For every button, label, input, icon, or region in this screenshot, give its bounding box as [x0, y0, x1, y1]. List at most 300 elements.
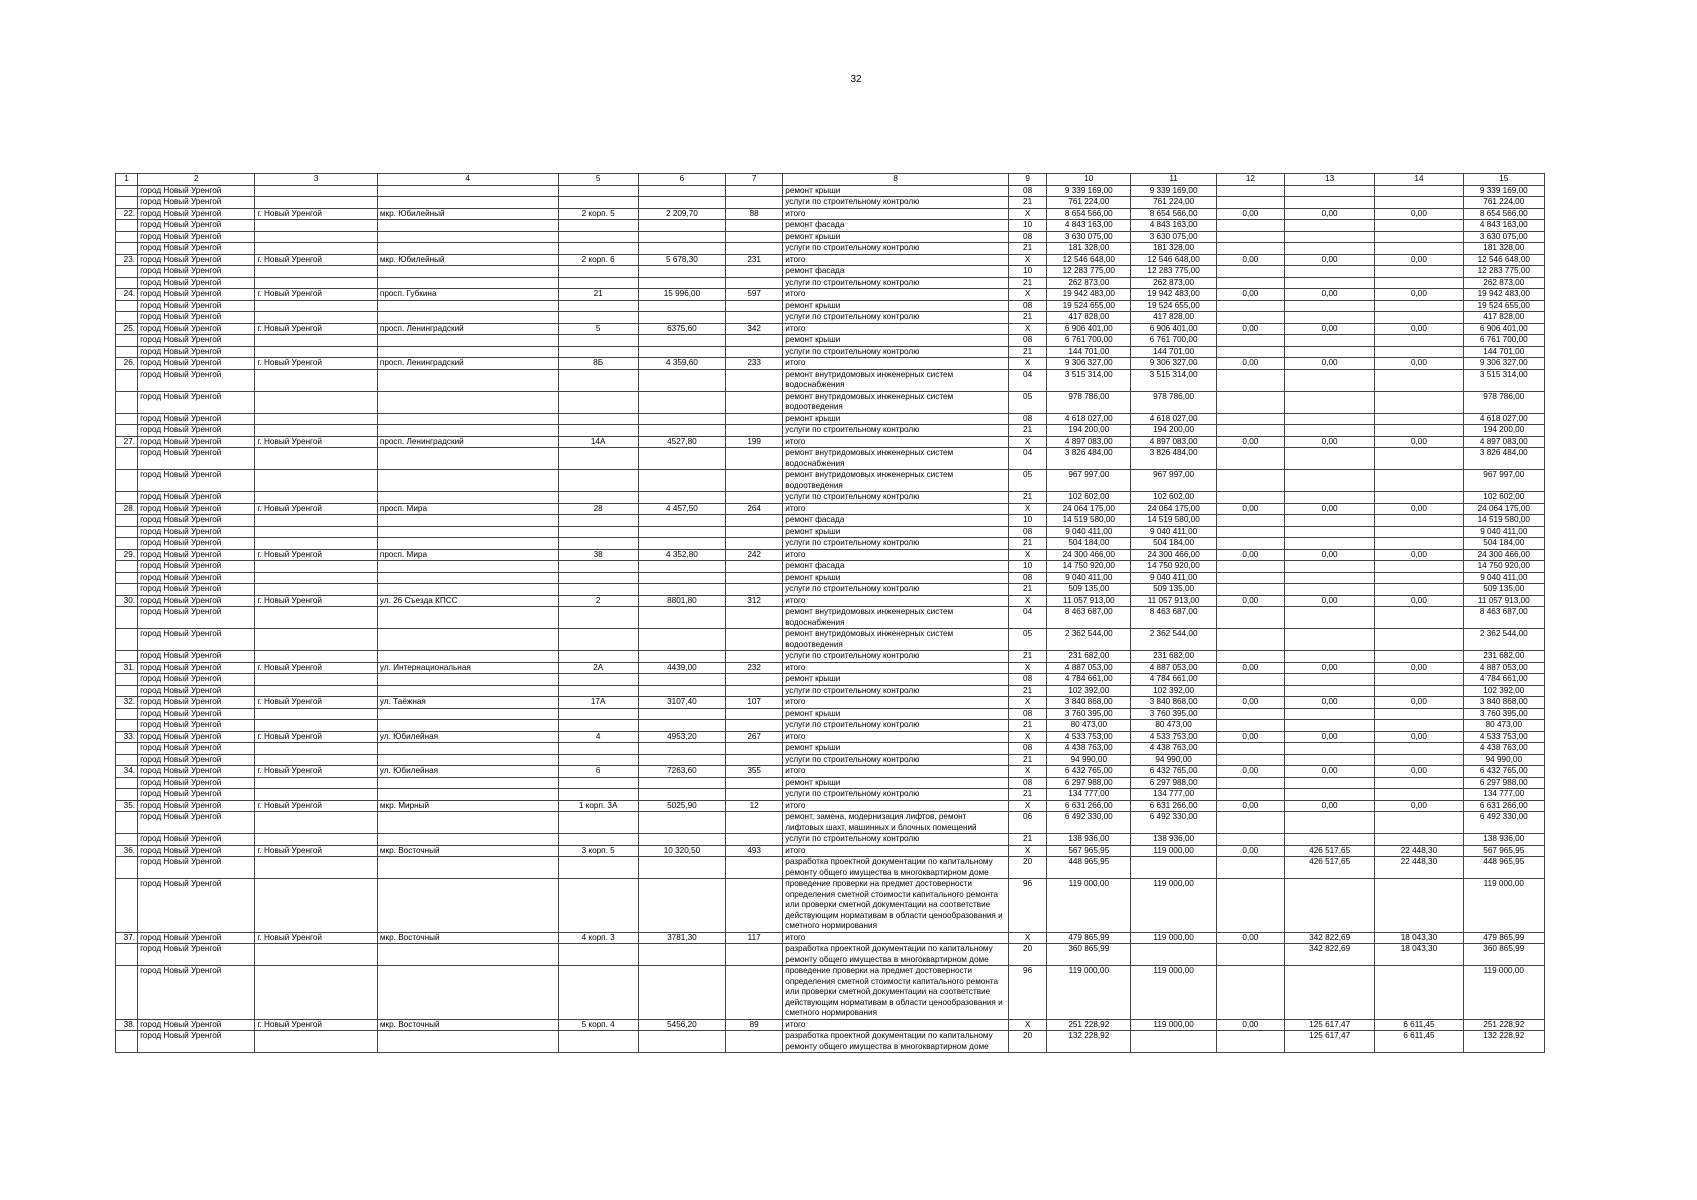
cell-row-number — [116, 777, 138, 789]
cell-regional-cost: 342 822,69 — [1284, 932, 1374, 944]
cell-municipality: город Новый Уренгой — [138, 266, 255, 278]
cell-row-number: 24. — [116, 289, 138, 301]
cell-street: мкр. Восточный — [377, 1019, 558, 1031]
cell-regional-cost: 0,00 — [1284, 358, 1374, 370]
cell-residents: 88 — [726, 208, 783, 220]
cell-budget-cost — [1216, 879, 1284, 933]
cell-street — [377, 629, 558, 651]
cell-street: ул. Таёжная — [377, 697, 558, 709]
cell-local-cost — [1375, 243, 1463, 255]
cell-row-number — [116, 685, 138, 697]
cell-budget-cost — [1216, 538, 1284, 550]
cell-budget-cost: 0,00 — [1216, 1019, 1284, 1031]
column-number-14: 14 — [1375, 174, 1463, 186]
cell-row-number: 31. — [116, 662, 138, 674]
cell-fund-cost: 4 618 027,00 — [1131, 413, 1216, 425]
cell-local-cost: 0,00 — [1375, 208, 1463, 220]
cell-local-cost — [1375, 674, 1463, 686]
cell-house-number — [558, 492, 638, 504]
table-body — [116, 185, 1545, 1053]
cell-owner-cost: 448 965,95 — [1463, 857, 1544, 879]
cell-area — [638, 674, 725, 686]
cell-settlement — [255, 346, 377, 358]
cell-regional-cost — [1284, 572, 1374, 584]
cell-local-cost — [1375, 413, 1463, 425]
cell-owner-cost: 231 682,00 — [1463, 651, 1544, 663]
cell-work-type: итого — [783, 503, 1009, 515]
cell-municipality: город Новый Уренгой — [138, 436, 255, 448]
cell-fund-cost: 3 515 314,00 — [1131, 369, 1216, 391]
cell-total-cost: 24 064 175,00 — [1047, 503, 1131, 515]
cell-total-cost: 11 057 913,00 — [1047, 595, 1131, 607]
cell-municipality: город Новый Уренгой — [138, 492, 255, 504]
cell-owner-cost: 761 224,00 — [1463, 197, 1544, 209]
cell-owner-cost: 4 843 163,00 — [1463, 220, 1544, 232]
cell-work-code: 21 — [1009, 834, 1047, 846]
cell-house-number — [558, 391, 638, 413]
cell-house-number: 2 корп. 5 — [558, 208, 638, 220]
cell-work-code: 04 — [1009, 448, 1047, 470]
cell-owner-cost: 144 701,00 — [1463, 346, 1544, 358]
cell-owner-cost: 6 492 330,00 — [1463, 812, 1544, 834]
cell-work-type: услуги по строительному контролю — [783, 346, 1009, 358]
cell-house-number: 14А — [558, 436, 638, 448]
cell-street — [377, 346, 558, 358]
cell-municipality: город Новый Уренгой — [138, 944, 255, 966]
cell-settlement: г. Новый Уренгой — [255, 208, 377, 220]
cell-house-number: 5 корп. 4 — [558, 1019, 638, 1031]
cell-area — [638, 448, 725, 470]
cell-regional-cost — [1284, 243, 1374, 255]
cell-owner-cost: 132 228,92 — [1463, 1031, 1544, 1053]
cell-row-number — [116, 448, 138, 470]
cell-regional-cost — [1284, 425, 1374, 437]
cell-fund-cost: 3 826 484,00 — [1131, 448, 1216, 470]
cell-fund-cost: 978 786,00 — [1131, 391, 1216, 413]
cell-settlement: г. Новый Уренгой — [255, 662, 377, 674]
cell-fund-cost: 3 630 075,00 — [1131, 231, 1216, 243]
cell-municipality: город Новый Уренгой — [138, 391, 255, 413]
cell-work-type: проведение проверки на предмет достоверности определения сметной стоимости капитального ремонта или проверки сметной документации на соответствие действующим нормативам в области ценообразования и сметного нормирования — [783, 966, 1009, 1020]
cell-fund-cost: 102 602,00 — [1131, 492, 1216, 504]
cell-settlement — [255, 743, 377, 755]
cell-row-number — [116, 312, 138, 324]
cell-fund-cost: 80 473,00 — [1131, 720, 1216, 732]
cell-fund-cost: 4 887 053,00 — [1131, 662, 1216, 674]
cell-area — [638, 266, 725, 278]
cell-owner-cost: 9 040 411,00 — [1463, 572, 1544, 584]
table-row — [116, 231, 1545, 243]
cell-total-cost: 6 432 765,00 — [1047, 766, 1131, 778]
cell-settlement — [255, 812, 377, 834]
cell-house-number — [558, 708, 638, 720]
cell-municipality: город Новый Уренгой — [138, 1019, 255, 1031]
cell-municipality: город Новый Уренгой — [138, 300, 255, 312]
cell-local-cost — [1375, 391, 1463, 413]
cell-street — [377, 243, 558, 255]
cell-house-number — [558, 425, 638, 437]
cell-house-number — [558, 197, 638, 209]
cell-local-cost — [1375, 220, 1463, 232]
cell-area — [638, 391, 725, 413]
cell-street — [377, 651, 558, 663]
cell-area: 2 209,70 — [638, 208, 725, 220]
cell-row-number — [116, 812, 138, 834]
cell-total-cost: 3 515 314,00 — [1047, 369, 1131, 391]
table-row — [116, 436, 1545, 448]
cell-regional-cost: 426 517,65 — [1284, 845, 1374, 857]
cell-residents — [726, 777, 783, 789]
cell-local-cost — [1375, 492, 1463, 504]
cell-house-number — [558, 312, 638, 324]
cell-residents — [726, 312, 783, 324]
cell-residents — [726, 572, 783, 584]
cell-area: 5456,20 — [638, 1019, 725, 1031]
cell-street — [377, 944, 558, 966]
cell-owner-cost: 4 897 083,00 — [1463, 436, 1544, 448]
cell-budget-cost: 0,00 — [1216, 503, 1284, 515]
cell-regional-cost: 0,00 — [1284, 766, 1374, 778]
cell-work-code: 20 — [1009, 944, 1047, 966]
cell-regional-cost: 0,00 — [1284, 697, 1374, 709]
cell-row-number — [116, 754, 138, 766]
cell-house-number — [558, 754, 638, 766]
cell-residents — [726, 812, 783, 834]
cell-budget-cost: 0,00 — [1216, 731, 1284, 743]
table-row — [116, 277, 1545, 289]
cell-house-number — [558, 266, 638, 278]
cell-regional-cost — [1284, 492, 1374, 504]
cell-street: ул. Юбилейная — [377, 731, 558, 743]
cell-local-cost — [1375, 425, 1463, 437]
cell-area — [638, 231, 725, 243]
cell-house-number — [558, 515, 638, 527]
cell-regional-cost — [1284, 312, 1374, 324]
cell-local-cost — [1375, 966, 1463, 1020]
cell-row-number — [116, 231, 138, 243]
cell-total-cost: 102 602,00 — [1047, 492, 1131, 504]
cell-house-number — [558, 413, 638, 425]
cell-municipality: город Новый Уренгой — [138, 777, 255, 789]
cell-municipality: город Новый Уренгой — [138, 185, 255, 197]
cell-settlement — [255, 720, 377, 732]
cell-local-cost: 0,00 — [1375, 436, 1463, 448]
cell-municipality: город Новый Уренгой — [138, 857, 255, 879]
cell-budget-cost — [1216, 185, 1284, 197]
cell-settlement: г. Новый Уренгой — [255, 254, 377, 266]
cell-total-cost: 6 297 988,00 — [1047, 777, 1131, 789]
column-number-13: 13 — [1284, 174, 1374, 186]
cell-owner-cost: 14 519 580,00 — [1463, 515, 1544, 527]
cell-regional-cost: 0,00 — [1284, 595, 1374, 607]
cell-street — [377, 266, 558, 278]
cell-work-code: 21 — [1009, 720, 1047, 732]
cell-residents — [726, 708, 783, 720]
cell-settlement: г. Новый Уренгой — [255, 289, 377, 301]
cell-municipality: город Новый Уренгой — [138, 789, 255, 801]
cell-residents — [726, 834, 783, 846]
cell-residents: 312 — [726, 595, 783, 607]
cell-regional-cost — [1284, 777, 1374, 789]
cell-total-cost: 119 000,00 — [1047, 966, 1131, 1020]
cell-row-number — [116, 335, 138, 347]
cell-row-number: 28. — [116, 503, 138, 515]
cell-budget-cost — [1216, 812, 1284, 834]
cell-total-cost: 14 750 920,00 — [1047, 561, 1131, 573]
cell-house-number — [558, 857, 638, 879]
cell-area: 7263,60 — [638, 766, 725, 778]
cell-settlement: г. Новый Уренгой — [255, 697, 377, 709]
cell-settlement — [255, 572, 377, 584]
cell-budget-cost: 0,00 — [1216, 800, 1284, 812]
cell-total-cost: 132 228,92 — [1047, 1031, 1131, 1053]
cell-settlement: г. Новый Уренгой — [255, 323, 377, 335]
cell-municipality: город Новый Уренгой — [138, 549, 255, 561]
cell-fund-cost — [1131, 857, 1216, 879]
cell-area — [638, 584, 725, 596]
cell-street: ул. Интернациональная — [377, 662, 558, 674]
cell-municipality: город Новый Уренгой — [138, 277, 255, 289]
table-row — [116, 662, 1545, 674]
cell-work-code: 08 — [1009, 185, 1047, 197]
cell-local-cost: 0,00 — [1375, 358, 1463, 370]
cell-residents — [726, 448, 783, 470]
cell-total-cost: 19 524 655,00 — [1047, 300, 1131, 312]
cell-regional-cost — [1284, 538, 1374, 550]
cell-regional-cost: 0,00 — [1284, 731, 1374, 743]
cell-fund-cost: 967 997,00 — [1131, 470, 1216, 492]
cell-work-type: итого — [783, 845, 1009, 857]
cell-work-code: 21 — [1009, 651, 1047, 663]
cell-residents — [726, 1031, 783, 1053]
cell-owner-cost: 134 777,00 — [1463, 789, 1544, 801]
cell-area — [638, 492, 725, 504]
cell-regional-cost: 125 617,47 — [1284, 1019, 1374, 1031]
cell-area — [638, 789, 725, 801]
cell-fund-cost: 94 990,00 — [1131, 754, 1216, 766]
cell-budget-cost — [1216, 743, 1284, 755]
cell-fund-cost: 262 873,00 — [1131, 277, 1216, 289]
cell-local-cost — [1375, 754, 1463, 766]
cell-row-number — [116, 526, 138, 538]
cell-fund-cost: 119 000,00 — [1131, 845, 1216, 857]
cell-owner-cost: 4 887 053,00 — [1463, 662, 1544, 674]
cell-settlement — [255, 944, 377, 966]
column-number-12: 12 — [1216, 174, 1284, 186]
cell-residents — [726, 220, 783, 232]
cell-budget-cost — [1216, 300, 1284, 312]
cell-budget-cost: 0,00 — [1216, 766, 1284, 778]
cell-regional-cost: 426 517,65 — [1284, 857, 1374, 879]
cell-area — [638, 651, 725, 663]
cell-total-cost: 6 761 700,00 — [1047, 335, 1131, 347]
cell-street — [377, 879, 558, 933]
cell-regional-cost — [1284, 231, 1374, 243]
cell-house-number: 2 — [558, 595, 638, 607]
table-row — [116, 413, 1545, 425]
cell-owner-cost: 3 826 484,00 — [1463, 448, 1544, 470]
cell-fund-cost: 134 777,00 — [1131, 789, 1216, 801]
cell-regional-cost — [1284, 812, 1374, 834]
cell-settlement: г. Новый Уренгой — [255, 549, 377, 561]
cell-budget-cost — [1216, 966, 1284, 1020]
column-number-11: 11 — [1131, 174, 1216, 186]
cell-fund-cost: 6 492 330,00 — [1131, 812, 1216, 834]
table-row — [116, 697, 1545, 709]
cell-municipality: город Новый Уренгой — [138, 526, 255, 538]
cell-area — [638, 754, 725, 766]
cell-area — [638, 944, 725, 966]
cell-regional-cost — [1284, 515, 1374, 527]
cell-row-number — [116, 346, 138, 358]
cell-house-number: 4 корп. 3 — [558, 932, 638, 944]
cell-total-cost: 3 760 395,00 — [1047, 708, 1131, 720]
cell-budget-cost — [1216, 492, 1284, 504]
cell-budget-cost — [1216, 834, 1284, 846]
cell-work-type: итого — [783, 208, 1009, 220]
cell-local-cost — [1375, 629, 1463, 651]
table-row — [116, 932, 1545, 944]
cell-work-code: 21 — [1009, 277, 1047, 289]
cell-total-cost: 12 283 775,00 — [1047, 266, 1131, 278]
cell-local-cost — [1375, 651, 1463, 663]
cell-total-cost: 251 228,92 — [1047, 1019, 1131, 1031]
cell-work-code: 21 — [1009, 492, 1047, 504]
cell-work-type: ремонт внутридомовых инженерных систем водоотведения — [783, 391, 1009, 413]
cell-work-type: услуги по строительному контролю — [783, 685, 1009, 697]
cell-owner-cost: 6 432 765,00 — [1463, 766, 1544, 778]
cell-fund-cost: 9 040 411,00 — [1131, 526, 1216, 538]
cell-owner-cost: 6 297 988,00 — [1463, 777, 1544, 789]
cell-local-cost: 0,00 — [1375, 323, 1463, 335]
cell-row-number: 37. — [116, 932, 138, 944]
cell-local-cost — [1375, 197, 1463, 209]
cell-work-code: 10 — [1009, 561, 1047, 573]
table-row — [116, 300, 1545, 312]
cell-total-cost: 6 492 330,00 — [1047, 812, 1131, 834]
cell-budget-cost — [1216, 1031, 1284, 1053]
cell-municipality: город Новый Уренгой — [138, 1031, 255, 1053]
cell-work-code: X — [1009, 254, 1047, 266]
cell-local-cost — [1375, 879, 1463, 933]
cell-residents — [726, 607, 783, 629]
table-row — [116, 834, 1545, 846]
cell-street — [377, 391, 558, 413]
cell-settlement: г. Новый Уренгой — [255, 595, 377, 607]
cell-area: 10 320,50 — [638, 845, 725, 857]
table-row — [116, 651, 1545, 663]
cell-fund-cost: 19 524 655,00 — [1131, 300, 1216, 312]
table-row — [116, 812, 1545, 834]
cell-municipality: город Новый Уренгой — [138, 662, 255, 674]
cell-owner-cost: 19 942 483,00 — [1463, 289, 1544, 301]
cell-budget-cost: 0,00 — [1216, 254, 1284, 266]
column-number-7: 7 — [726, 174, 783, 186]
cell-area — [638, 572, 725, 584]
cell-street — [377, 277, 558, 289]
cell-total-cost: 9 306 327,00 — [1047, 358, 1131, 370]
cell-street — [377, 448, 558, 470]
cell-work-type: итого — [783, 436, 1009, 448]
table-row — [116, 358, 1545, 370]
cell-work-type: ремонт крыши — [783, 300, 1009, 312]
cell-work-code: X — [1009, 503, 1047, 515]
cell-street: мкр. Мирный — [377, 800, 558, 812]
cell-work-type: ремонт, замена, модернизация лифтов, ремонт лифтовых шахт, машинных и блочных помещений — [783, 812, 1009, 834]
table-row — [116, 966, 1545, 1020]
cell-residents: 493 — [726, 845, 783, 857]
table-row — [116, 492, 1545, 504]
cell-residents — [726, 584, 783, 596]
cell-street — [377, 220, 558, 232]
table-row — [116, 720, 1545, 732]
cell-regional-cost — [1284, 879, 1374, 933]
cell-municipality: город Новый Уренгой — [138, 538, 255, 550]
cell-local-cost — [1375, 777, 1463, 789]
cell-fund-cost: 4 897 083,00 — [1131, 436, 1216, 448]
cell-work-type: проведение проверки на предмет достоверности определения сметной стоимости капитального ремонта или проверки сметной документации на соответствие действующим нормативам в области ценообразования и сметного нормирования — [783, 879, 1009, 933]
cell-municipality: город Новый Уренгой — [138, 231, 255, 243]
cell-work-code: X — [1009, 697, 1047, 709]
cell-residents: 342 — [726, 323, 783, 335]
cell-work-type: итого — [783, 766, 1009, 778]
cell-settlement — [255, 857, 377, 879]
cell-local-cost: 0,00 — [1375, 549, 1463, 561]
cell-settlement — [255, 651, 377, 663]
cell-work-type: ремонт крыши — [783, 185, 1009, 197]
table-row — [116, 197, 1545, 209]
cell-owner-cost: 4 438 763,00 — [1463, 743, 1544, 755]
cell-work-type: ремонт фасада — [783, 561, 1009, 573]
cell-owner-cost: 138 936,00 — [1463, 834, 1544, 846]
cell-work-type: разработка проектной документации по капитальному ремонту общего имущества в многоквартирном доме — [783, 857, 1009, 879]
cell-settlement — [255, 220, 377, 232]
cell-work-type: ремонт крыши — [783, 743, 1009, 755]
cell-fund-cost: 4 784 661,00 — [1131, 674, 1216, 686]
cell-street — [377, 966, 558, 1020]
cell-fund-cost: 504 184,00 — [1131, 538, 1216, 550]
cell-street: мкр. Восточный — [377, 932, 558, 944]
cell-municipality: город Новый Уренгой — [138, 369, 255, 391]
cell-owner-cost: 24 300 466,00 — [1463, 549, 1544, 561]
table-row — [116, 323, 1545, 335]
cell-regional-cost — [1284, 743, 1374, 755]
cell-work-type: ремонт фасада — [783, 515, 1009, 527]
cell-work-type: ремонт крыши — [783, 674, 1009, 686]
cell-regional-cost — [1284, 335, 1374, 347]
cell-work-type: услуги по строительному контролю — [783, 197, 1009, 209]
cell-work-code: 04 — [1009, 369, 1047, 391]
cell-residents — [726, 674, 783, 686]
cell-row-number: 38. — [116, 1019, 138, 1031]
cell-municipality: город Новый Уренгой — [138, 584, 255, 596]
table-row — [116, 185, 1545, 197]
cell-row-number — [116, 720, 138, 732]
cell-fund-cost: 24 064 175,00 — [1131, 503, 1216, 515]
cell-house-number — [558, 538, 638, 550]
cell-regional-cost: 342 822,69 — [1284, 944, 1374, 966]
cell-row-number — [116, 857, 138, 879]
cell-area: 4953,20 — [638, 731, 725, 743]
cell-owner-cost: 12 546 648,00 — [1463, 254, 1544, 266]
cell-settlement — [255, 277, 377, 289]
table-row — [116, 1019, 1545, 1031]
cell-regional-cost: 125 617,47 — [1284, 1031, 1374, 1053]
column-number-15: 15 — [1463, 174, 1544, 186]
table-row — [116, 754, 1545, 766]
cell-work-code: X — [1009, 662, 1047, 674]
cell-row-number — [116, 1031, 138, 1053]
